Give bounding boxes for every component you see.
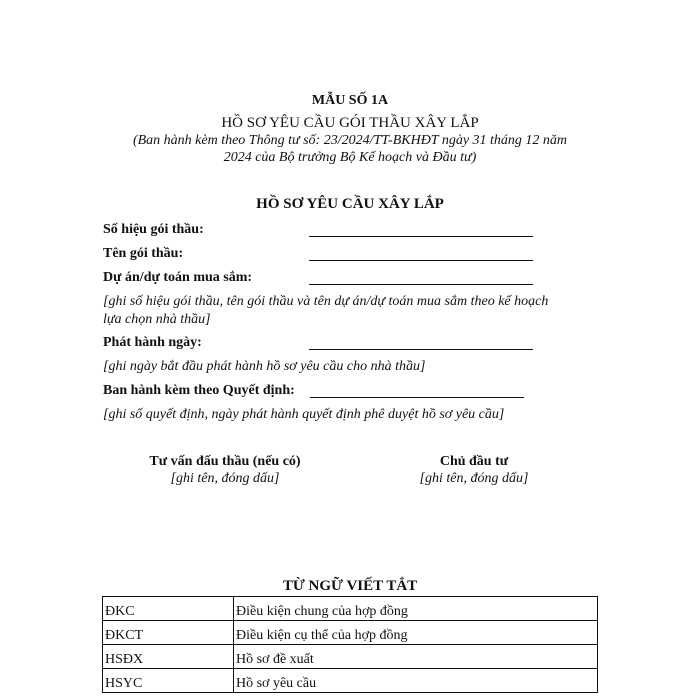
abbreviation-cell: HSĐX (103, 645, 234, 669)
document-subtitle-line2: 2024 của Bộ trưởng Bộ Kế hoạch và Đầu tư) (223, 150, 477, 165)
package-code-label: Số hiệu gói thầu: (103, 222, 204, 237)
note-decision: [ghi số quyết định, ngày phát hành quyết định phê duyệt hồ sơ yêu cầu] (103, 407, 505, 422)
abbreviations-title: TỪ NGỮ VIẾT TẮT (282, 578, 418, 594)
meaning-cell: Điều kiện cụ thể của hợp đồng (234, 621, 598, 645)
abbreviation-cell: ĐKC (103, 597, 234, 621)
package-name-label: Tên gói thầu: (103, 246, 184, 261)
issue-date-blank[interactable] (309, 349, 533, 350)
decision-label: Ban hành kèm theo Quyết định: (103, 383, 295, 398)
package-code-blank[interactable] (309, 236, 533, 237)
table-row (103, 621, 598, 645)
section-title: HỒ SƠ YÊU CẦU XÂY LẮP (256, 196, 444, 212)
decision-blank[interactable] (310, 397, 524, 398)
meaning-cell: Hồ sơ yêu cầu (234, 669, 598, 693)
table-row (103, 597, 598, 621)
table-row (103, 669, 598, 693)
abbreviations-table (102, 596, 598, 693)
document-title: HỒ SƠ YÊU CẦU GÓI THẦU XÂY LẮP (221, 115, 479, 131)
document-subtitle-line1: (Ban hành kèm theo Thông tư số: 23/2024/TT-BKHĐT ngày 31 tháng 12 năm (132, 133, 568, 148)
project-label: Dự án/dự toán mua sắm: (103, 270, 253, 285)
signature-investor-note: [ghi tên, đóng dấu] (419, 471, 529, 486)
abbreviation-cell: HSYC (103, 669, 234, 693)
note-package-info-line2: lựa chọn nhà thầu] (103, 312, 211, 327)
form-number: MẪU SỐ 1A (311, 93, 389, 108)
table-row (103, 645, 598, 669)
signature-consultant-title: Tư vấn đấu thầu (nếu có) (149, 454, 301, 469)
package-name-blank[interactable] (309, 260, 533, 261)
abbreviation-cell: ĐKCT (103, 621, 234, 645)
signature-block-consultant (115, 453, 335, 487)
signature-block-investor (364, 453, 584, 487)
meaning-cell: Hồ sơ đề xuất (234, 645, 598, 669)
note-package-info-line1: [ghi số hiệu gói thầu, tên gói thầu và tên dự án/dự toán mua sắm theo kế hoạch (103, 294, 549, 309)
meaning-cell: Điều kiện chung của hợp đồng (234, 597, 598, 621)
issue-date-label: Phát hành ngày: (103, 335, 202, 350)
note-issue-date: [ghi ngày bắt đầu phát hành hồ sơ yêu cầu cho nhà thầu] (103, 359, 426, 374)
signature-consultant-note: [ghi tên, đóng dấu] (170, 471, 280, 486)
signature-investor-title: Chủ đầu tư (439, 454, 509, 469)
project-blank[interactable] (309, 284, 533, 285)
